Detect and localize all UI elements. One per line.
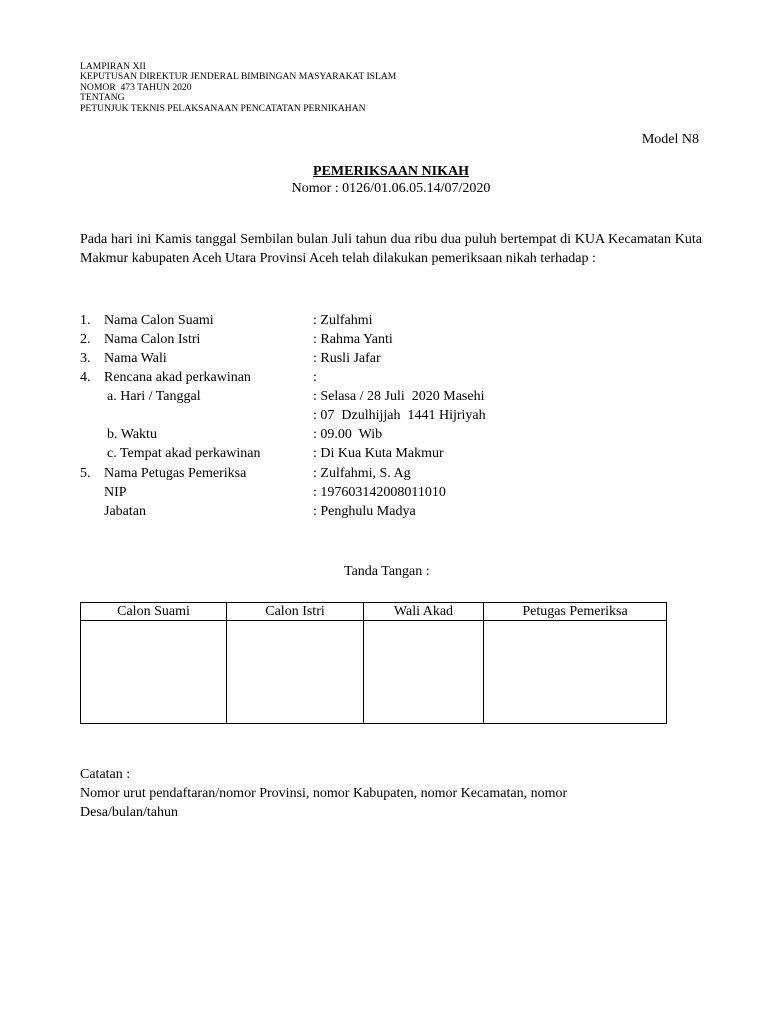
item-label: Nama Wali bbox=[104, 351, 167, 366]
item-label: Jabatan bbox=[104, 504, 146, 519]
item-label: Nama Calon Suami bbox=[104, 313, 214, 328]
item-number: 4. bbox=[80, 370, 91, 385]
signature-cell bbox=[484, 621, 667, 724]
column-header: Calon Suami bbox=[81, 603, 227, 621]
header-line: TENTANG bbox=[80, 92, 125, 104]
signature-heading: Tanda Tangan : bbox=[344, 564, 430, 579]
item-label: c. Tempat akad perkawinan bbox=[107, 446, 261, 461]
item-label: Nama Petugas Pemeriksa bbox=[104, 466, 247, 481]
item-value: : Rusli Jafar bbox=[313, 351, 381, 366]
item-value: : Di Kua Kuta Makmur bbox=[313, 446, 444, 461]
signature-row bbox=[81, 621, 667, 724]
item-value: : 09.00 Wib bbox=[313, 427, 383, 442]
intro-paragraph: Pada hari ini Kamis tanggal Sembilan bulan Juli tahun dua ribu dua puluh bertempat di KUA Kecamatan Kuta Makmur kabupaten Aceh Utara Provinsi Aceh telah dilakukan pemeriksaan nikah terhadap : bbox=[80, 232, 702, 266]
item-number: 1. bbox=[80, 313, 91, 328]
item-value: : 07 Dzulhijjah 1441 Hijriyah bbox=[313, 408, 486, 423]
item-label: a. Hari / Tanggal bbox=[107, 389, 201, 404]
model-code: Model N8 bbox=[641, 132, 699, 147]
header-line: NOMOR 473 TAHUN 2020 bbox=[80, 81, 192, 93]
item-label: NIP bbox=[104, 485, 127, 500]
header-line: PETUNJUK TEKNIS PELAKSANAAN PENCATATAN PERNIKAHAN bbox=[80, 102, 366, 114]
signature-table bbox=[80, 602, 667, 724]
item-label: Rencana akad perkawinan bbox=[104, 370, 251, 385]
notes-label: Catatan : bbox=[80, 767, 131, 782]
signature-cell bbox=[81, 621, 227, 724]
column-header: Calon Istri bbox=[227, 603, 364, 621]
signature-cell bbox=[364, 621, 484, 724]
item-number: 2. bbox=[80, 332, 91, 347]
signature-cell bbox=[227, 621, 364, 724]
signature-header-row bbox=[81, 603, 667, 621]
item-label: b. Waktu bbox=[107, 427, 157, 442]
document-number: Nomor : 0126/01.06.05.14/07/2020 bbox=[291, 181, 491, 196]
item-value: : Penghulu Madya bbox=[313, 504, 416, 519]
item-value: : Selasa / 28 Juli 2020 Masehi bbox=[313, 389, 485, 404]
notes-text: Nomor urut pendaftaran/nomor Provinsi, nomor Kabupaten, nomor Kecamatan, nomor Desa/bulan/tahun bbox=[80, 786, 568, 820]
item-number: 3. bbox=[80, 351, 91, 366]
header-line: KEPUTUSAN DIREKTUR JENDERAL BIMBINGAN MASYARAKAT ISLAM bbox=[80, 71, 397, 83]
notes-section bbox=[80, 765, 640, 822]
header-line: LAMPIRAN XII bbox=[80, 61, 146, 72]
document-header bbox=[80, 62, 396, 114]
item-value: : Rahma Yanti bbox=[313, 332, 393, 347]
column-header: Petugas Pemeriksa bbox=[484, 603, 667, 621]
item-value: : Zulfahmi bbox=[313, 313, 373, 328]
column-header: Wali Akad bbox=[364, 603, 484, 621]
item-value: : 197603142008011010 bbox=[313, 485, 446, 500]
item-number: 5. bbox=[80, 466, 91, 481]
item-label: Nama Calon Istri bbox=[104, 332, 201, 347]
document-title: PEMERIKSAAN NIKAH bbox=[313, 164, 469, 179]
item-value: : bbox=[313, 370, 317, 385]
item-value: : Zulfahmi, S. Ag bbox=[313, 466, 411, 481]
